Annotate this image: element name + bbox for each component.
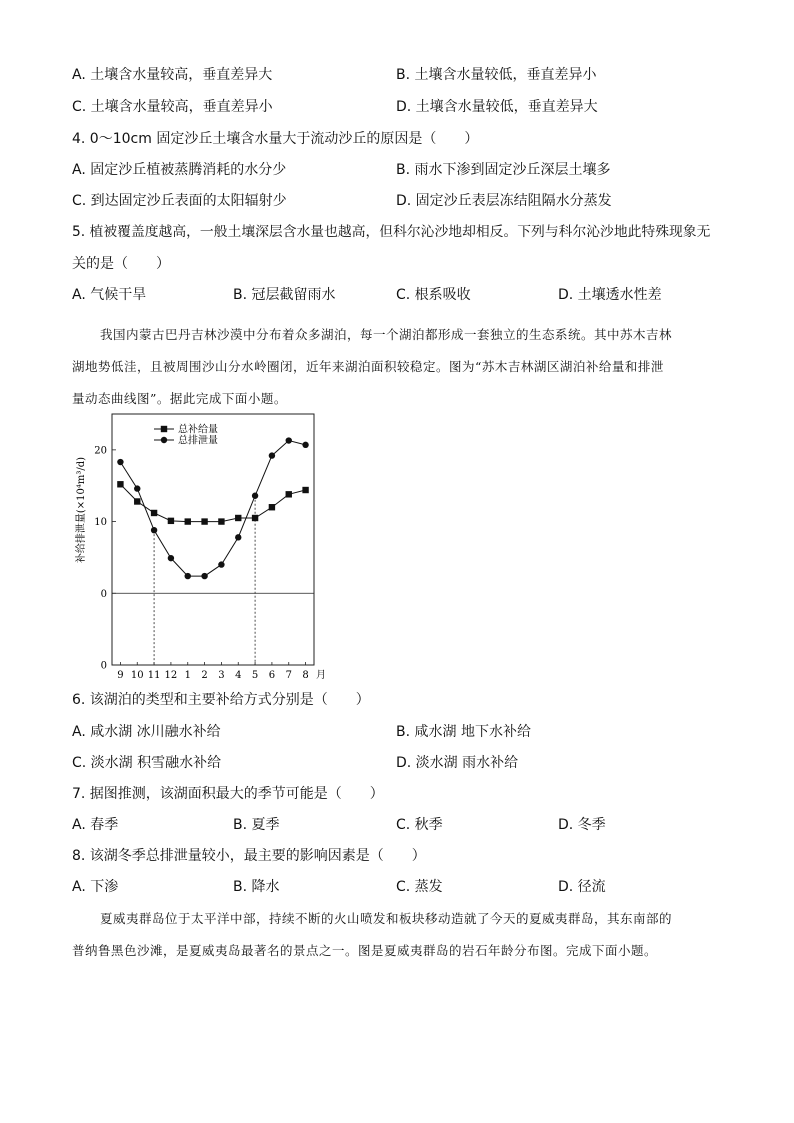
legend-marker-circle [161,437,167,443]
data-point-square [269,504,275,510]
q8-option-c[interactable]: C. 蒸发 [396,879,443,895]
q4-option-d[interactable]: D. 固定沙丘表层冻结阻隔水分蒸发 [396,193,612,209]
x-tick-label: 5 [251,670,259,681]
data-point-square [201,518,207,524]
q5-option-a[interactable]: A. 气候干旱 [72,287,147,303]
chart-y-axis-label: 补给排泄量(×10⁴m³/d) [76,456,87,564]
q7-option-b[interactable]: B. 夏季 [233,817,280,833]
data-point-square [302,487,308,493]
x-tick-label: 11 [147,670,161,681]
lake-supply-discharge-chart [66,408,336,683]
data-point-square [134,498,140,504]
q7-option-c[interactable]: C. 秋季 [396,817,443,833]
x-tick-label: 8 [302,670,309,681]
x-tick-label: 7 [285,670,292,681]
x-tick-label: 2 [201,670,208,681]
y-tick-label: 20 [94,445,107,457]
y-tick-label: 10 [94,517,107,529]
q5-stem-line2: 关的是（ ） [72,256,170,272]
q4-option-a[interactable]: A. 固定沙丘植被蒸腾消耗的水分少 [72,162,287,178]
q7-option-d[interactable]: D. 冬季 [558,817,606,833]
q5-option-c[interactable]: C. 根系吸收 [396,287,471,303]
data-point-circle [235,534,241,540]
q6-option-c[interactable]: C. 淡水湖 积雪融水补给 [72,755,222,771]
data-point-circle [168,555,174,561]
q8-stem: 8. 该湖冬季总排泄量较小，最主要的影响因素是（ ） [72,848,426,864]
q7-stem: 7. 据图推测，该湖面积最大的季节可能是（ ） [72,786,384,802]
q5-option-d[interactable]: D. 土壤透水性差 [558,287,662,303]
data-point-square [117,481,123,487]
q8-option-d[interactable]: D. 径流 [558,879,606,895]
q8-option-a[interactable]: A. 下渗 [72,879,119,895]
x-tick-label: 6 [268,670,276,681]
data-point-square [151,510,157,516]
x-tick-label: 12 [164,670,178,681]
data-point-circle [252,493,258,499]
q5-option-b[interactable]: B. 冠层截留雨水 [233,287,336,303]
passage1-line3: 量动态曲线图”。据此完成下面小题。 [72,391,287,406]
data-point-circle [117,459,123,465]
q3-option-b[interactable]: B. 土壤含水量较低，垂直差异小 [396,67,597,83]
data-point-circle [201,573,207,579]
passage2-line2: 普纳鲁黑色沙滩，是夏威夷岛最著名的景点之一。图是夏威夷群岛的岩石年龄分布图。完成下面小题。 [72,943,658,958]
legend-marker-square [161,426,167,432]
q6-option-a[interactable]: A. 咸水湖 冰川融水补给 [72,724,221,740]
data-point-square [235,515,241,521]
y-tick-label: 0 [100,588,107,600]
q6-option-d[interactable]: D. 淡水湖 雨水补给 [396,755,519,771]
data-point-square [168,518,174,524]
legend-label: 总补给量 [178,424,218,436]
x-unit-label: 月 [316,670,326,681]
passage2-line1: 夏威夷群岛位于太平洋中部，持续不断的火山喷发和板块移动造就了今天的夏威夷群岛，其东南部的 [100,911,673,926]
q4-option-c[interactable]: C. 到达固定沙丘表面的太阳辐射少 [72,193,287,209]
q4-option-b[interactable]: B. 雨水下渗到固定沙丘深层土壤多 [396,162,611,178]
data-point-circle [286,437,292,443]
x-tick-label: 4 [235,670,242,681]
data-point-circle [302,442,308,448]
series-line [120,441,305,577]
q7-option-a[interactable]: A. 春季 [72,817,119,833]
data-point-circle [218,561,224,567]
data-point-circle [269,452,275,458]
data-point-square [218,518,224,524]
data-point-square [252,515,258,521]
q3-option-d[interactable]: D. 土壤含水量较低，垂直差异大 [396,99,598,115]
x-tick-label: 9 [117,670,124,681]
data-point-square [185,518,191,524]
x-tick-label: 10 [130,670,144,681]
q4-stem: 4. 0～10cm 固定沙丘土壤含水量大于流动沙丘的原因是（ ） [72,131,479,147]
chart-frame [112,414,314,665]
data-point-square [286,491,292,497]
q6-option-b[interactable]: B. 咸水湖 地下水补给 [396,724,531,740]
q8-option-b[interactable]: B. 降水 [233,879,280,895]
data-point-circle [151,527,157,533]
q6-stem: 6. 该湖泊的类型和主要补给方式分别是（ ） [72,692,370,708]
passage1-line2: 湖地势低洼，且被周围沙山分水岭圈闭，近年来湖泊面积较稳定。图为“苏木吉林湖区湖泊补给量和排泄 [72,359,664,374]
q3-option-c[interactable]: C. 土壤含水量较高，垂直差异小 [72,99,273,115]
q5-stem-line1: 5. 植被覆盖度越高，一般土壤深层含水量也越高，但科尔沁沙地却相反。下列与科尔沁沙地此特殊现象无 [72,224,711,240]
x-tick-label: 1 [184,670,191,681]
data-point-circle [185,573,191,579]
legend-label: 总排泄量 [178,435,218,447]
y-tick-label: 0 [100,660,107,672]
x-tick-label: 3 [218,670,225,681]
passage1-line1: 我国内蒙古巴丹吉林沙漠中分布着众多湖泊，每一个湖泊都形成一套独立的生态系统。其中苏木吉林 [100,327,673,342]
q3-option-a[interactable]: A. 土壤含水量较高，垂直差异大 [72,67,273,83]
data-point-circle [134,485,140,491]
